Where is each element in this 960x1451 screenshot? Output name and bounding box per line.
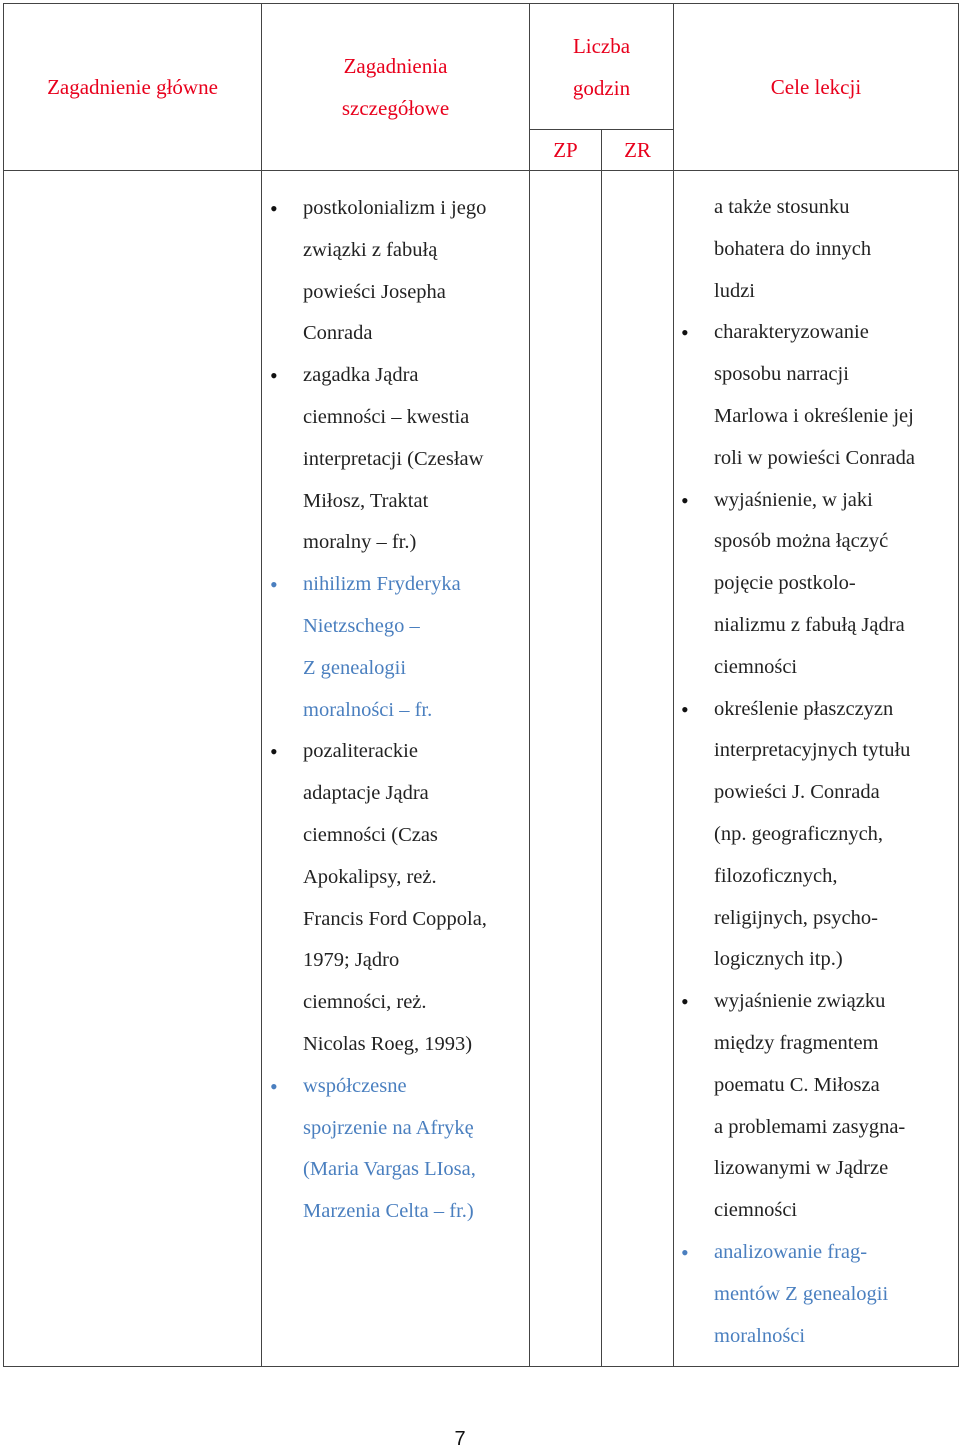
list-item: • charakteryzowanie sposobu narracji Marlowa i określenie jej roli w powieści Conrada — [714, 312, 958, 479]
hours-zp-cell — [530, 171, 602, 1367]
header-zp: ZP — [530, 130, 602, 171]
header-detailed-topics-line1: Zagadnienia — [343, 54, 448, 78]
list-item: • współczesne spojrzenie na Afrykę (Maria Vargas LIosa, Marzenia Celta – fr.) — [303, 1066, 529, 1233]
list-item: • zagadka Jądra ciemności – kwestia interpretacji (Czesław Miłosz, Traktat moralny – fr.) — [303, 355, 529, 564]
list-item: • postkolonializm i jego związki z fabułą powieści Josepha Conrada — [303, 188, 529, 355]
main-topic-cell — [4, 171, 262, 1367]
content-row — [4, 171, 959, 1367]
list-item: a także stosunku bohatera do innych ludzi — [714, 196, 872, 302]
header-goals: Cele lekcji — [674, 4, 959, 171]
syllabus-table — [3, 3, 959, 1367]
header-hours-line1: Liczba — [572, 33, 631, 58]
goals-list — [674, 171, 958, 1357]
detailed-topics-cell — [262, 171, 530, 1367]
list-item: • analizowanie frag- mentów Z genealogii moralności — [714, 1232, 958, 1357]
header-main-topic: Zagadnienie główne — [4, 4, 262, 171]
page-number: 7 — [454, 1428, 466, 1450]
header-detailed-topics-line2: szczegółowe — [341, 96, 450, 120]
header-row — [4, 4, 959, 130]
list-item: • określenie płaszczyzn interpretacyjnych tytułu powieści J. Conrada (np. geograficznych, filozoficznych, religijnych, psycho- logicznych itp.) — [714, 689, 958, 982]
detailed-topics-list — [262, 171, 529, 1233]
header-hours — [530, 4, 674, 130]
list-item: • pozaliterackie adaptacje Jądra ciemności (Czas Apokalipsy, reż. Francis Ford Coppola, 1979; Jądro ciemności, reż. Nicolas Roeg, 1993) — [303, 731, 529, 1065]
hours-zr-cell — [602, 171, 674, 1367]
list-item: • wyjaśnienie, w jaki sposób można łączyć pojęcie postkolo- nializmu z fabułą Jądra ciemności — [714, 480, 958, 689]
header-zr: ZR — [602, 130, 674, 171]
header-detailed-topics — [262, 4, 530, 171]
list-item: • nihilizm Fryderyka Nietzschego – Z genealogii moralności – fr. — [303, 564, 529, 731]
list-item: • wyjaśnienie związku między fragmentem poematu C. Miłosza a problemami zasygna- lizowanymi w Jądrze ciemności — [714, 981, 958, 1232]
goals-cell — [674, 171, 959, 1367]
header-hours-line2: godzin — [572, 75, 631, 100]
